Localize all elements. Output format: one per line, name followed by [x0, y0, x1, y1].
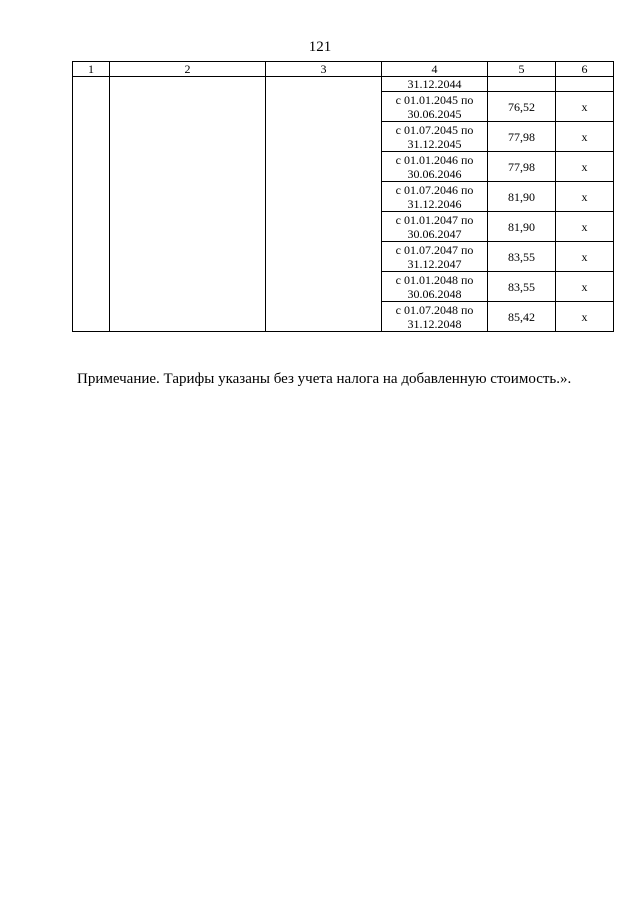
tariff-cell: 85,42: [488, 302, 556, 332]
table-row: [73, 77, 614, 92]
period-end: 31.12.2047: [407, 256, 462, 271]
col6-cell: х: [556, 242, 614, 272]
col6-cell: х: [556, 182, 614, 212]
period-cell: [382, 212, 488, 242]
column-header-3: 3: [266, 62, 382, 77]
tariff-cell: 83,55: [488, 242, 556, 272]
period-cell: [382, 272, 488, 302]
period-cell: [382, 152, 488, 182]
tariff-cell: 76,52: [488, 92, 556, 122]
tariff-cell: 77,98: [488, 122, 556, 152]
col6-cell: х: [556, 212, 614, 242]
page-number: 121: [308, 39, 332, 55]
col6-cell: х: [556, 272, 614, 302]
period-end: 30.06.2048: [407, 286, 462, 301]
period-end: 31.12.2048: [407, 316, 462, 331]
table-header-row: [73, 62, 614, 77]
period-cell: [382, 302, 488, 332]
cell-col2-empty: [110, 77, 266, 332]
column-header-5: 5: [488, 62, 556, 77]
period-start: с 01.07.2047 по: [395, 242, 474, 257]
period-cell: [382, 122, 488, 152]
period-end: 31.12.2046: [407, 196, 462, 211]
col6-cell: х: [556, 92, 614, 122]
period-start: с 01.07.2045 по: [395, 122, 474, 137]
tariff-cell: [488, 77, 556, 92]
period-start: с 01.01.2046 по: [395, 152, 474, 167]
col6-cell: х: [556, 152, 614, 182]
cell-col3-empty: [266, 77, 382, 332]
period-start: с 01.07.2048 по: [395, 302, 474, 317]
column-header-1: 1: [73, 62, 110, 77]
col6-cell: х: [556, 122, 614, 152]
period-start: с 01.01.2047 по: [395, 212, 474, 227]
tariff-cell: 77,98: [488, 152, 556, 182]
column-header-2: 2: [110, 62, 266, 77]
tariff-cell: 81,90: [488, 212, 556, 242]
period-end: 30.06.2047: [407, 226, 462, 241]
tariff-cell: 81,90: [488, 182, 556, 212]
column-header-6: 6: [556, 62, 614, 77]
period-start: с 01.07.2046 по: [395, 182, 474, 197]
period-cell: [382, 92, 488, 122]
col6-cell: х: [556, 302, 614, 332]
period-cell: [382, 182, 488, 212]
period-end: 30.06.2046: [407, 166, 462, 181]
column-header-4: 4: [382, 62, 488, 77]
tariff-cell: 83,55: [488, 272, 556, 302]
tariff-note: Примечание. Тарифы указаны без учета налога на добавленную стоимость.».: [77, 371, 572, 387]
period-end: 31.12.2045: [407, 136, 462, 151]
period-start: с 01.01.2045 по: [395, 92, 474, 107]
period-start: с 01.01.2048 по: [395, 272, 474, 287]
period-cell: 31.12.2044: [382, 77, 488, 92]
tariff-table: [72, 61, 614, 332]
cell-col1-empty: [73, 77, 110, 332]
period-end: 30.06.2045: [407, 106, 462, 121]
period-cell: [382, 242, 488, 272]
col6-cell: [556, 77, 614, 92]
